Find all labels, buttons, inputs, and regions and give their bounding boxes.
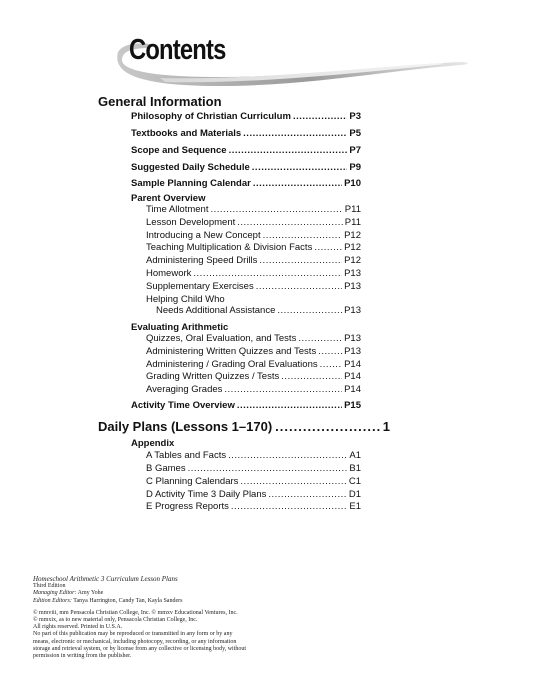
toc-entry[interactable]: [146, 243, 361, 253]
credits-block: [33, 576, 293, 660]
toc-entry-page: P14: [344, 371, 361, 382]
managing-editor-label: Managing Editor:: [33, 590, 77, 597]
toc-entry[interactable]: [146, 502, 361, 512]
toc-entry-label: Teaching Multiplication & Division Facts: [146, 242, 313, 253]
toc-entry-page: P14: [344, 384, 361, 395]
toc-entry-page: P3: [349, 111, 361, 122]
toc-entry[interactable]: [146, 256, 361, 266]
toc-entry-label: Textbooks and Materials: [131, 128, 242, 139]
toc-entry[interactable]: [146, 451, 361, 461]
leader-dots: [231, 502, 347, 512]
toc-entry-label: Administering Speed Drills: [146, 255, 258, 266]
toc-entry-label: Introducing a New Concept: [146, 230, 261, 241]
toc-entry[interactable]: [146, 334, 361, 344]
subsection-heading-parent-overview: Parent Overview: [131, 193, 206, 204]
toc-entry-page: P13: [344, 305, 361, 316]
subsection-heading-evaluating-arithmetic: Evaluating Arithmetic: [131, 322, 229, 333]
page-title: Contents: [129, 34, 226, 66]
leader-dots: [253, 179, 342, 189]
leader-dots: [240, 477, 346, 487]
toc-entry[interactable]: [131, 179, 361, 189]
toc-entry-label: Sample Planning Calendar: [131, 178, 251, 189]
leader-dots: [320, 360, 342, 370]
toc-entry-page: E1: [349, 501, 361, 512]
section-heading-general-information: General Information: [98, 94, 222, 109]
toc-entry-page: P13: [344, 268, 361, 279]
toc-entry-label-line1: Helping Child Who: [146, 294, 225, 305]
toc-entry-page: P15: [344, 400, 361, 411]
toc-entry-label: Homework: [146, 268, 192, 279]
header-swoosh-graphic: [0, 0, 533, 95]
toc-entry-page: P11: [344, 204, 361, 215]
leader-dots: [298, 334, 342, 344]
leader-dots: [318, 347, 342, 357]
toc-entry-page: P7: [349, 145, 361, 156]
toc-entry-label: Daily Plans (Lessons 1–170): [98, 419, 273, 434]
toc-entry[interactable]: [146, 360, 361, 370]
toc-entry-page: P9: [349, 162, 361, 173]
toc-entry-label: Quizzes, Oral Evaluation, and Tests: [146, 333, 297, 344]
toc-entry-page: D1: [348, 489, 361, 500]
copyright-line: © mmviii, mm Pensacola Christian College, Inc. © mmxv Educational Ventures, Inc.: [33, 609, 238, 616]
toc-entry-page: 1: [382, 419, 390, 434]
toc-entry-label: A Tables and Facts: [146, 450, 227, 461]
leader-dots: [263, 231, 343, 241]
toc-entry-page: P12: [344, 255, 361, 266]
toc-entry[interactable]: [146, 464, 361, 474]
toc-entry-page: P13: [344, 281, 361, 292]
leader-dots: [229, 146, 348, 156]
leader-dots: [210, 205, 342, 215]
toc-entry-page: P10: [344, 178, 361, 189]
toc-entry-label: E Progress Reports: [146, 501, 229, 512]
leader-dots: [275, 419, 380, 434]
leader-dots: [237, 218, 343, 228]
notice-line: No part of this publication may be reproduced or transmitted in any form or by any: [33, 631, 233, 638]
toc-entry[interactable]: [146, 269, 361, 279]
leader-dots: [188, 464, 348, 474]
toc-entry-label: Time Allotment: [146, 204, 209, 215]
toc-entry-label: Suggested Daily Schedule: [131, 162, 250, 173]
toc-entry-label: Lesson Development: [146, 217, 236, 228]
leader-dots: [193, 269, 342, 279]
toc-entry[interactable]: [156, 306, 361, 316]
subsection-heading-appendix: Appendix: [131, 438, 175, 449]
toc-entry-label: Needs Additional Assistance: [156, 305, 276, 316]
toc-entry-page: P5: [349, 128, 361, 139]
toc-entry-label: Administering / Grading Oral Evaluations: [146, 359, 318, 370]
toc-entry-page: P13: [344, 346, 361, 357]
copyright-line: © mmxix, as to new material only, Pensacola Christian College, Inc.: [33, 617, 198, 624]
leader-dots: [228, 451, 347, 461]
toc-entry-page: A1: [349, 450, 361, 461]
rights-line: All rights reserved. Printed in U.S.A.: [33, 624, 123, 631]
toc-entry-page: P12: [344, 242, 361, 253]
toc-entry-page: P11: [344, 217, 361, 228]
toc-entry-label: Grading Written Quizzes / Tests: [146, 371, 280, 382]
toc-entry-page: C1: [348, 476, 361, 487]
toc-entry-daily-plans[interactable]: [98, 419, 390, 434]
toc-entry-label: Averaging Grades: [146, 384, 223, 395]
toc-entry[interactable]: [146, 231, 361, 241]
toc-entry[interactable]: [146, 490, 361, 500]
leader-dots: [277, 306, 342, 316]
book-title: Homeschool Arithmetic 3 Curriculum Lesson Plans: [33, 575, 178, 583]
toc-entry-page: P14: [344, 359, 361, 370]
toc-entry-label: B Games: [146, 463, 186, 474]
leader-dots: [237, 401, 342, 411]
leader-dots: [243, 129, 347, 139]
toc-entry-label: C Planning Calendars: [146, 476, 239, 487]
leader-dots: [252, 163, 348, 173]
toc-entry-label: Philosophy of Christian Curriculum: [131, 111, 291, 122]
toc-entry[interactable]: [131, 163, 361, 173]
leader-dots: [224, 385, 342, 395]
toc-entry[interactable]: [131, 112, 361, 122]
toc-entry-label: Administering Written Quizzes and Tests: [146, 346, 317, 357]
toc-entry-page: P13: [344, 333, 361, 344]
toc-entry-label: D Activity Time 3 Daily Plans: [146, 489, 267, 500]
notice-line: means, electronic or mechanical, including photocopy, recording, or any information: [33, 638, 237, 645]
notice-line: storage and retrieval system, or by license from any collective or licensing body, without: [33, 645, 247, 652]
notice-line: permission in writing from the publisher.: [33, 653, 132, 660]
edition-text: Third Edition: [33, 583, 66, 590]
toc-entry[interactable]: [146, 282, 361, 292]
toc-entry-label: Supplementary Exercises: [146, 281, 254, 292]
leader-dots: [259, 256, 342, 266]
leader-dots: [268, 490, 346, 500]
leader-dots: [314, 243, 342, 253]
managing-editor-name: Amy Yohe: [77, 590, 104, 597]
edition-editors-label: Edition Editors:: [33, 597, 72, 604]
toc-entry[interactable]: [131, 129, 361, 139]
toc-entry[interactable]: [146, 477, 361, 487]
toc-entry[interactable]: [146, 372, 361, 382]
toc-entry-label: Scope and Sequence: [131, 145, 227, 156]
edition-editors-line: [33, 598, 293, 605]
leader-dots: [256, 282, 342, 292]
managing-editor-line: [33, 590, 293, 597]
contents-header: [0, 0, 533, 95]
toc-entry[interactable]: [146, 385, 361, 395]
leader-dots: [281, 372, 342, 382]
toc-entry[interactable]: [146, 347, 361, 357]
toc-entry[interactable]: [131, 146, 361, 156]
edition-editors-names: Tanya Harrington, Candy Tan, Kayla Sanders: [73, 597, 183, 604]
toc-entry[interactable]: [146, 205, 361, 215]
toc-entry-page: B1: [349, 463, 361, 474]
toc-entry[interactable]: [146, 218, 361, 228]
toc-entry-page: P12: [344, 230, 361, 241]
leader-dots: [293, 112, 347, 122]
toc-entry[interactable]: [131, 401, 361, 411]
toc-entry-label: Activity Time Overview: [131, 400, 235, 411]
